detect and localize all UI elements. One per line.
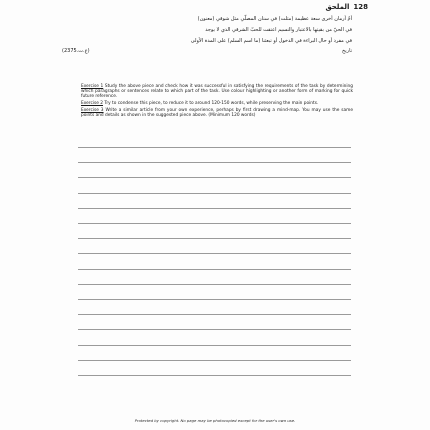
writing-line — [78, 314, 351, 315]
exercise-text: Study the above piece and check how it was successful in satisfying the requirements of the task by determining which paragraphs or sentences relate to which part of the task. Use colour highlighting or another form of marking for quick future reference. — [81, 84, 354, 100]
writing-line — [78, 345, 351, 346]
writing-line — [78, 223, 351, 224]
source-credit: (ع.ت.2375) — [62, 48, 90, 55]
writing-line — [78, 375, 351, 376]
writing-line — [78, 299, 351, 300]
writing-line — [78, 147, 351, 148]
writing-line — [78, 329, 351, 330]
writing-line — [78, 360, 351, 361]
writing-line — [78, 162, 351, 163]
writing-line — [78, 284, 351, 285]
section-title: الملحق — [325, 3, 350, 11]
exercise-tag: Exercise 2 — [81, 101, 103, 107]
writing-line — [78, 253, 351, 254]
exercise-text: Try to condense this piece, to reduce it to around 120-150 words, while preserving the main points. — [102, 101, 319, 107]
writing-line — [78, 269, 351, 270]
page-number: 128 — [353, 3, 368, 11]
exercise-tag: Exercise 3 — [81, 107, 104, 113]
writing-line — [78, 208, 351, 209]
exercise-tag: Exercise 1 — [81, 84, 104, 89]
copyright-footer: Protected by copyright. No page may be photocopied except for the user's own use. — [134, 418, 296, 423]
writing-line — [78, 238, 351, 239]
writing-lines — [78, 0, 354, 430]
arabic-line: أمّ أرمان أخرى سعة عظيمة (مثلت) في سنان المصلّي مثل شوقي (معنون) — [197, 16, 352, 22]
arabic-line: في مفرد أو حال البراءة في الدخول أو تبعثنا (ما اسم السلم) على المدة الأولى — [190, 37, 352, 44]
arabic-line: في الحيّ من بقيتها بالاعتبار والنسيم اعتقت للحبّ الشرقي الذي لا يوجد — [205, 26, 352, 33]
writing-line — [78, 177, 351, 178]
arabic-last-line-text: تاريخ — [342, 48, 352, 55]
writing-line — [78, 193, 351, 194]
exercise-text: Write a similar article from your own experience, perhaps by first drawing a mind-map. You may use the same points and details as shown in the suggested piece above. (Minimum 120 words) — [81, 107, 353, 119]
